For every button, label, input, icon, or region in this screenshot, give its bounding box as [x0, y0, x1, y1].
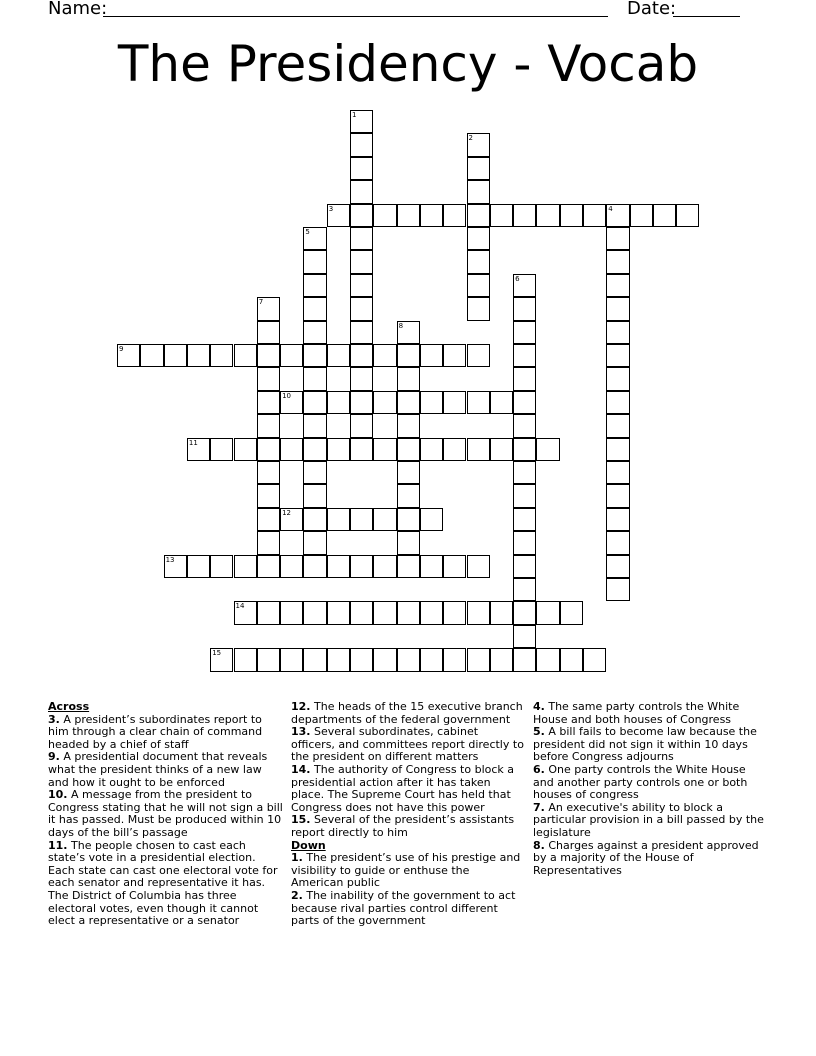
grid-cell[interactable] — [467, 438, 490, 461]
grid-cell[interactable] — [606, 391, 629, 414]
grid-cell[interactable] — [373, 344, 396, 367]
grid-cell[interactable] — [350, 344, 373, 367]
clue-column-1 — [48, 701, 284, 928]
grid-cell[interactable] — [234, 344, 257, 367]
clue-down-5: 5. A bill fails to become law because the president did not sign it within 10 days before Congress adjourns — [533, 725, 757, 764]
grid-cell[interactable] — [397, 461, 420, 484]
grid-cell[interactable] — [467, 157, 490, 180]
grid-cell[interactable] — [397, 484, 420, 507]
grid-cell[interactable] — [350, 110, 373, 133]
grid-cell[interactable] — [327, 204, 350, 227]
clue-number: 14 — [235, 602, 245, 611]
grid-cell[interactable] — [467, 297, 490, 320]
grid-cell[interactable] — [350, 227, 373, 250]
clue-across-10: 10. A message from the president to Congress stating that he will not sign a bill it has passed. Must be produced within 10 days of the bill’s passage — [48, 788, 283, 839]
grid-cell[interactable] — [257, 484, 280, 507]
grid-cell[interactable] — [350, 391, 373, 414]
grid-cell[interactable] — [443, 391, 466, 414]
grid-cell[interactable] — [467, 250, 490, 273]
grid-cell[interactable] — [420, 344, 443, 367]
grid-cell[interactable] — [583, 648, 606, 671]
grid-cell[interactable] — [397, 321, 420, 344]
grid-cell[interactable] — [583, 204, 606, 227]
grid-cell[interactable] — [467, 204, 490, 227]
down-heading: Down — [291, 838, 326, 852]
grid-cell[interactable] — [606, 555, 629, 578]
grid-cell[interactable] — [210, 438, 233, 461]
clue-down-4: 4. The same party controls the White House and both houses of Congress — [533, 700, 740, 726]
grid-cell[interactable] — [234, 601, 257, 624]
grid-cell[interactable] — [350, 648, 373, 671]
grid-cell[interactable] — [420, 648, 443, 671]
grid-cell[interactable] — [257, 531, 280, 554]
grid-cell[interactable] — [606, 274, 629, 297]
grid-cell[interactable] — [373, 648, 396, 671]
grid-cell[interactable] — [187, 555, 210, 578]
clue-number: 10 — [282, 391, 292, 400]
grid-cell[interactable] — [490, 204, 513, 227]
grid-cell[interactable] — [327, 555, 350, 578]
grid-cell[interactable] — [513, 344, 536, 367]
grid-cell[interactable] — [606, 227, 629, 250]
clue-across-15: 15. Several of the president’s assistants report directly to him — [291, 813, 515, 839]
grid-cell[interactable] — [536, 601, 559, 624]
grid-cell[interactable] — [420, 555, 443, 578]
clue-number: 9 — [119, 345, 124, 353]
grid-cell[interactable] — [303, 227, 326, 250]
grid-cell[interactable] — [117, 344, 140, 367]
clue-number: 3 — [328, 204, 334, 213]
grid-cell[interactable] — [420, 391, 443, 414]
grid-cell[interactable] — [397, 438, 420, 461]
grid-cell[interactable] — [443, 438, 466, 461]
clue-number: 8 — [398, 321, 404, 330]
grid-cell[interactable] — [257, 438, 280, 461]
grid-cell[interactable] — [280, 344, 303, 367]
grid-cell[interactable] — [280, 601, 303, 624]
grid-cell[interactable] — [490, 648, 513, 671]
grid-cell[interactable] — [513, 461, 536, 484]
grid-cell[interactable] — [257, 344, 280, 367]
grid-cell[interactable] — [513, 321, 536, 344]
grid-cell[interactable] — [373, 204, 396, 227]
grid-cell[interactable] — [536, 438, 559, 461]
grid-cell[interactable] — [350, 321, 373, 344]
grid-cell[interactable] — [373, 438, 396, 461]
grid-cell[interactable] — [420, 438, 443, 461]
grid-cell[interactable] — [420, 204, 443, 227]
across-heading: Across — [48, 700, 90, 713]
date-label: Date: — [627, 0, 677, 19]
grid-cell[interactable] — [350, 274, 373, 297]
grid-cell[interactable] — [280, 391, 303, 414]
grid-cell[interactable] — [443, 204, 466, 227]
clue-down-1: 1. The president’s use of his prestige and visibility to guide or enthuse the American public — [291, 851, 521, 890]
clue-number: 6 — [515, 274, 520, 283]
grid-cell[interactable] — [467, 344, 490, 367]
clue-column-2 — [291, 701, 525, 928]
grid-cell[interactable] — [280, 555, 303, 578]
grid-cell[interactable] — [467, 601, 490, 624]
grid-cell[interactable] — [350, 180, 373, 203]
grid-cell[interactable] — [397, 648, 420, 671]
grid-cell[interactable] — [467, 648, 490, 671]
grid-cell[interactable] — [397, 204, 420, 227]
grid-cell[interactable] — [164, 555, 187, 578]
grid-cell[interactable] — [467, 133, 490, 156]
grid-cell[interactable] — [560, 204, 583, 227]
grid-cell[interactable] — [606, 250, 629, 273]
grid-cell[interactable] — [303, 321, 326, 344]
grid-cell[interactable] — [327, 508, 350, 531]
grid-cell[interactable] — [513, 204, 536, 227]
grid-cell[interactable] — [303, 648, 326, 671]
grid-cell[interactable] — [350, 601, 373, 624]
clue-number: 4 — [608, 204, 613, 213]
grid-cell[interactable] — [257, 367, 280, 390]
grid-cell[interactable] — [210, 344, 233, 367]
grid-cell[interactable] — [397, 344, 420, 367]
grid-cell[interactable] — [606, 438, 629, 461]
clue-across-11: 11. The people chosen to cast each state’s vote in a presidential election. Each state can cast one electoral vote for each senator and representative it has. The District of Columbia has three electoral votes, even though it cannot elect a representative or a senator — [48, 838, 278, 928]
grid-cell[interactable] — [397, 391, 420, 414]
grid-cell[interactable] — [327, 391, 350, 414]
clue-down-7: 7. An executive's ability to block a particular provision in a bill passed by the legislature — [533, 800, 764, 839]
grid-cell[interactable] — [513, 555, 536, 578]
grid-cell[interactable] — [234, 555, 257, 578]
clue-across-13: 13. Several subordinates, cabinet officers, and committees report directly to the president on different matters — [291, 725, 524, 764]
grid-cell[interactable] — [303, 297, 326, 320]
grid-cell[interactable] — [373, 508, 396, 531]
grid-cell[interactable] — [397, 601, 420, 624]
grid-cell[interactable] — [513, 531, 536, 554]
grid-cell[interactable] — [350, 555, 373, 578]
grid-cell[interactable] — [350, 438, 373, 461]
grid-cell[interactable] — [606, 508, 629, 531]
clue-across-9: 9. A presidential document that reveals what the president thinks of a new law and how it ought to be enforced — [48, 750, 268, 789]
grid-cell[interactable] — [350, 133, 373, 156]
clue-down-8: 8. Charges against a president approved by a majority of the House of Representatives — [533, 838, 759, 877]
grid-cell[interactable] — [257, 321, 280, 344]
grid-cell[interactable] — [140, 344, 163, 367]
grid-cell[interactable] — [513, 648, 536, 671]
grid-cell[interactable] — [303, 508, 326, 531]
grid-cell[interactable] — [513, 297, 536, 320]
grid-cell[interactable] — [164, 344, 187, 367]
grid-cell[interactable] — [653, 204, 676, 227]
grid-cell[interactable] — [606, 461, 629, 484]
grid-cell[interactable] — [234, 438, 257, 461]
grid-cell[interactable] — [513, 414, 536, 437]
grid-cell[interactable] — [397, 414, 420, 437]
grid-cell[interactable] — [373, 555, 396, 578]
grid-cell[interactable] — [257, 414, 280, 437]
grid-cell[interactable] — [327, 601, 350, 624]
grid-cell[interactable] — [467, 274, 490, 297]
grid-cell[interactable] — [606, 414, 629, 437]
clue-number: 2 — [468, 134, 473, 143]
grid-cell[interactable] — [397, 367, 420, 390]
grid-cell[interactable] — [303, 344, 326, 367]
clue-number: 11 — [188, 438, 198, 447]
grid-cell[interactable] — [210, 648, 233, 671]
grid-cell[interactable] — [443, 648, 466, 671]
clue-across-3: 3. A president’s subordinates report to him through a clear chain of command headed by a chief of staff — [48, 712, 263, 751]
grid-cell[interactable] — [257, 508, 280, 531]
clue-column-3 — [533, 701, 768, 877]
clue-across-12: 12. The heads of the 15 executive branch departments of the federal government — [291, 700, 523, 726]
grid-cell[interactable] — [350, 204, 373, 227]
grid-cell[interactable] — [420, 508, 443, 531]
grid-cell[interactable] — [350, 367, 373, 390]
grid-cell[interactable] — [303, 250, 326, 273]
grid-cell[interactable] — [303, 531, 326, 554]
grid-cell[interactable] — [467, 391, 490, 414]
grid-cell[interactable] — [350, 250, 373, 273]
grid-cell[interactable] — [513, 438, 536, 461]
clue-number: 12 — [282, 508, 292, 517]
grid-cell[interactable] — [257, 461, 280, 484]
grid-cell[interactable] — [606, 367, 629, 390]
clue-down-6: 6. One party controls the White House and another party controls one or both houses of congress — [533, 762, 748, 802]
grid-cell[interactable] — [397, 508, 420, 531]
grid-cell[interactable] — [606, 531, 629, 554]
grid-cell[interactable] — [420, 601, 443, 624]
grid-cell[interactable] — [280, 438, 303, 461]
clue-across-14: 14. The authority of Congress to block a presidential action after it has taken place. The Supreme Court has held that Congress does not have this power — [291, 762, 515, 814]
grid-cell[interactable] — [303, 274, 326, 297]
grid-cell[interactable] — [257, 391, 280, 414]
grid-cell[interactable] — [536, 648, 559, 671]
grid-cell[interactable] — [327, 438, 350, 461]
grid-cell[interactable] — [280, 648, 303, 671]
grid-cell[interactable] — [257, 555, 280, 578]
grid-cell[interactable] — [513, 391, 536, 414]
grid-cell[interactable] — [350, 297, 373, 320]
grid-cell[interactable] — [443, 344, 466, 367]
grid-cell[interactable] — [606, 321, 629, 344]
grid-cell[interactable] — [187, 438, 210, 461]
grid-cell[interactable] — [303, 438, 326, 461]
grid-cell[interactable] — [397, 555, 420, 578]
grid-cell[interactable] — [630, 204, 653, 227]
grid-cell[interactable] — [513, 484, 536, 507]
grid-cell[interactable] — [303, 367, 326, 390]
grid-cell[interactable] — [467, 180, 490, 203]
grid-cell[interactable] — [350, 414, 373, 437]
grid-cell[interactable] — [327, 648, 350, 671]
grid-cell[interactable] — [303, 601, 326, 624]
grid-cell[interactable] — [257, 297, 280, 320]
grid-cell[interactable] — [606, 297, 629, 320]
grid-cell[interactable] — [467, 555, 490, 578]
name-label: Name: — [48, 0, 108, 19]
grid-cell[interactable] — [443, 601, 466, 624]
page-title: The Presidency - Vocab — [117, 35, 699, 93]
clue-number: 7 — [258, 298, 264, 307]
clue-number: 13 — [165, 555, 175, 564]
grid-cell[interactable] — [350, 157, 373, 180]
clue-number: 15 — [212, 649, 222, 658]
grid-cell[interactable] — [536, 204, 559, 227]
grid-cell[interactable] — [490, 601, 513, 624]
grid-cell[interactable] — [490, 391, 513, 414]
grid-cell[interactable] — [467, 227, 490, 250]
grid-cell[interactable] — [560, 601, 583, 624]
grid-cell[interactable] — [303, 555, 326, 578]
clue-down-2: 2. The inability of the government to act because rival parties control different parts of the government — [291, 888, 516, 928]
grid-cell[interactable] — [303, 484, 326, 507]
grid-cell[interactable] — [606, 484, 629, 507]
grid-cell[interactable] — [490, 438, 513, 461]
grid-cell[interactable] — [606, 204, 629, 227]
grid-cell[interactable] — [606, 578, 629, 601]
grid-cell[interactable] — [210, 555, 233, 578]
grid-cell[interactable] — [676, 204, 699, 227]
clue-number: 1 — [352, 111, 357, 119]
grid-cell[interactable] — [560, 648, 583, 671]
grid-cell[interactable] — [257, 601, 280, 624]
grid-cell[interactable] — [350, 508, 373, 531]
grid-cell[interactable] — [327, 344, 350, 367]
grid-cell[interactable] — [303, 391, 326, 414]
grid-cell[interactable] — [280, 508, 303, 531]
grid-cell[interactable] — [513, 274, 536, 297]
grid-cell[interactable] — [257, 648, 280, 671]
grid-cell[interactable] — [373, 391, 396, 414]
grid-cell[interactable] — [234, 648, 257, 671]
grid-cell[interactable] — [187, 344, 210, 367]
grid-cell[interactable] — [303, 414, 326, 437]
grid-cell[interactable] — [513, 367, 536, 390]
grid-cell[interactable] — [606, 344, 629, 367]
grid-cell[interactable] — [513, 578, 536, 601]
grid-cell[interactable] — [513, 508, 536, 531]
grid-cell[interactable] — [513, 625, 536, 648]
clue-number: 5 — [305, 228, 310, 236]
grid-cell[interactable] — [373, 601, 396, 624]
grid-cell[interactable] — [443, 555, 466, 578]
grid-cell[interactable] — [513, 601, 536, 624]
grid-cell[interactable] — [303, 461, 326, 484]
grid-cell[interactable] — [397, 531, 420, 554]
